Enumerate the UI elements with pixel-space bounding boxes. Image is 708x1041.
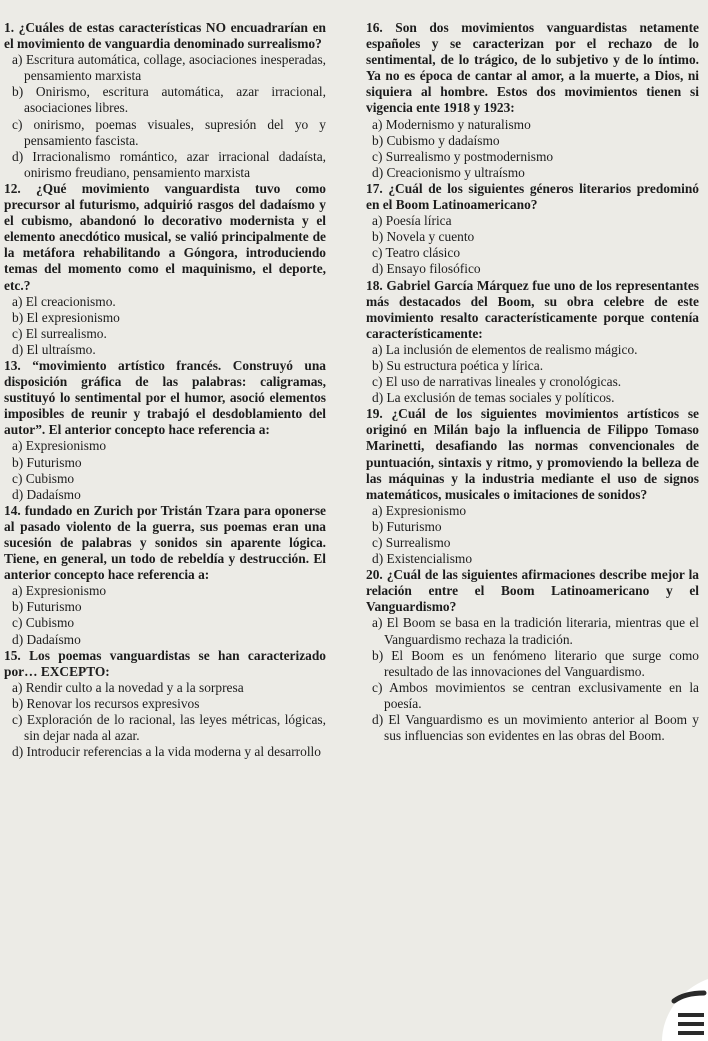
question-stem: Los poemas vanguardistas se han caracterizado por… EXCEPTO: <box>4 647 326 679</box>
option-b: b) Onirismo, escritura automática, azar irracional, asociaciones libres. <box>12 84 326 116</box>
option-c: c) Exploración de lo racional, las leyes métricas, lógicas, sin dejar nada al azar. <box>12 712 326 744</box>
question-19 <box>366 406 699 567</box>
question-number: 15. <box>4 647 21 663</box>
option-c: c) Cubismo <box>12 615 75 631</box>
question-stem: fundado en Zurich por Tristán Tzara para oponerse al pasado violento de la guerra, sus poemas eran una sucesión de palabras y sonidos sin aparente lógica. Tiene, en general, un todo de rebeldía y destrucción. El anterior concepto hace referencia a: <box>4 502 326 583</box>
option-a: a) El creacionismo. <box>12 293 116 309</box>
option-b: b) Futurismo <box>12 599 82 615</box>
question-stem: “movimiento artístico francés. Construyó una disposición gráfica de las palabras: caligramas, sustituyó lo sentimental por el humor, asoció elementos imposibles de reunir y trabajó el desdoblamiento del autor”. El anterior concepto hace referencia a: <box>4 357 326 438</box>
option-d: d) Dadaísmo <box>12 631 81 647</box>
option-c: c) El uso de narrativas lineales y cronológicas. <box>372 374 622 390</box>
question-number: 13. <box>4 357 21 373</box>
option-d: d) Ensayo filosófico <box>372 261 481 277</box>
option-c: c) Ambos movimientos se centran exclusivamente en la poesía. <box>372 679 699 711</box>
option-c: c) El surrealismo. <box>12 325 107 341</box>
question-20 <box>366 567 699 744</box>
option-a: a) La inclusión de elementos de realismo mágico. <box>372 341 638 357</box>
option-a: a) Escritura automática, collage, asociaciones inesperadas, pensamiento marxista <box>12 52 326 84</box>
question-18 <box>366 278 699 407</box>
option-b: b) Su estructura poética y lírica. <box>372 357 544 373</box>
option-b: b) Futurismo <box>372 518 442 534</box>
question-stem: Son dos movimientos vanguardistas netamente españoles y se caracterizan por el rechazo de lo sentimental, de lo trágico, de lo subjetivo y de lo íntimo. Ya no es época de cantar al amor, a la muerte, a Dios, ni siquiera al hombre. Estos dos movimientos tienen si vigencia ente 1918 y 1923: <box>366 20 699 116</box>
option-a: a) Poesía lírica <box>372 213 452 229</box>
option-a: a) Rendir culto a la novedad y a la sorpresa <box>12 679 244 695</box>
question-number: 14. <box>4 502 21 518</box>
option-b: b) Renovar los recursos expresivos <box>12 695 200 711</box>
option-b: b) Novela y cuento <box>372 229 475 245</box>
option-d: d) El Vanguardismo es un movimiento anterior al Boom y sus influencias son evidentes en las obras del Boom. <box>372 712 699 744</box>
question-number: 1. <box>4 20 15 35</box>
left-column <box>4 20 326 760</box>
question-number: 20. <box>366 567 383 583</box>
option-d: d) Irracionalismo romántico, azar irracional dadaísta, onirismo freudiano, pensamiento marxista <box>12 148 326 180</box>
question-stem: Gabriel García Márquez fue uno de los representantes más destacados del Boom, su obra celebre de este movimiento resalto característicamente porque contenía característicamente: <box>366 277 699 341</box>
option-c: c) onirismo, poemas visuales, supresión del yo y pensamiento fascista. <box>12 116 326 148</box>
option-a: a) El Boom se basa en la tradición literaria, mientras que el Vanguardismo rechaza la tradición. <box>372 615 699 647</box>
option-c: c) Cubismo <box>12 470 75 486</box>
question-number: 17. <box>366 180 383 196</box>
question-stem: ¿Cuáles de estas características NO encuadrarían en el movimiento de vanguardia denominado surrealismo? <box>4 20 326 52</box>
option-d: d) Dadaísmo <box>12 486 81 502</box>
question-16 <box>366 20 699 181</box>
question-1 <box>4 20 326 181</box>
option-d: d) Existencialismo <box>372 551 473 567</box>
question-number: 18. <box>366 277 383 293</box>
right-column <box>366 20 699 744</box>
question-12 <box>4 181 326 358</box>
option-b: b) Futurismo <box>12 454 82 470</box>
option-d: d) Introducir referencias a la vida moderna y al desarrollo <box>12 744 321 760</box>
option-d: d) El ultraísmo. <box>12 341 96 357</box>
question-number: 16. <box>366 20 383 35</box>
option-c: c) Teatro clásico <box>372 245 461 261</box>
option-a: a) Expresionismo <box>12 583 107 599</box>
option-d: d) Creacionismo y ultraísmo <box>372 164 525 180</box>
question-stem: ¿Cuál de los siguientes géneros literarios predominó en el Boom Latinoamericano? <box>366 180 699 213</box>
option-a: a) Modernismo y naturalismo <box>372 116 531 132</box>
question-stem: ¿Cuál de los siguientes movimientos artísticos se originó en Milán bajo la influencia de Filippo Tomaso Marinetti, desafiando las normas convencionales de puntuación, sintaxis y ritmo, y promoviendo la belleza de las máquinas y la industria mediante el uso de signos matemáticos, musicales o imitaciones de sonidos? <box>366 406 699 502</box>
question-14 <box>4 503 326 648</box>
question-stem: ¿Qué movimiento vanguardista tuvo como precursor al futurismo, adquirió rasgos del dadaísmo y el cubismo, abandonó lo decorativo modernista y el elemento anecdótico musical, se valió principalmente de la metáfora rehabilitando a Góngora, introduciendo temas del momento como el maquinismo, el deporte, etc.? <box>4 180 326 293</box>
option-a: a) Expresionismo <box>372 502 467 518</box>
question-17 <box>366 181 699 278</box>
option-b: b) El Boom es un fenómeno literario que surge como resultado de las innovaciones del Vanguardismo. <box>372 647 699 679</box>
question-stem: ¿Cuál de las siguientes afirmaciones describe mejor la relación entre el Boom Latinoamericano y el Vanguardismo? <box>366 567 699 615</box>
option-a: a) Expresionismo <box>12 438 107 454</box>
menu-lines-icon[interactable] <box>656 979 708 1041</box>
question-15 <box>4 648 326 761</box>
option-b: b) El expresionismo <box>12 309 120 325</box>
option-d: d) La exclusión de temas sociales y políticos. <box>372 390 615 406</box>
question-number: 19. <box>366 406 383 422</box>
option-c: c) Surrealismo <box>372 535 451 550</box>
option-b: b) Cubismo y dadaísmo <box>372 132 500 148</box>
question-number: 12. <box>4 180 21 196</box>
option-c: c) Surrealismo y postmodernismo <box>372 148 554 164</box>
question-13 <box>4 358 326 503</box>
